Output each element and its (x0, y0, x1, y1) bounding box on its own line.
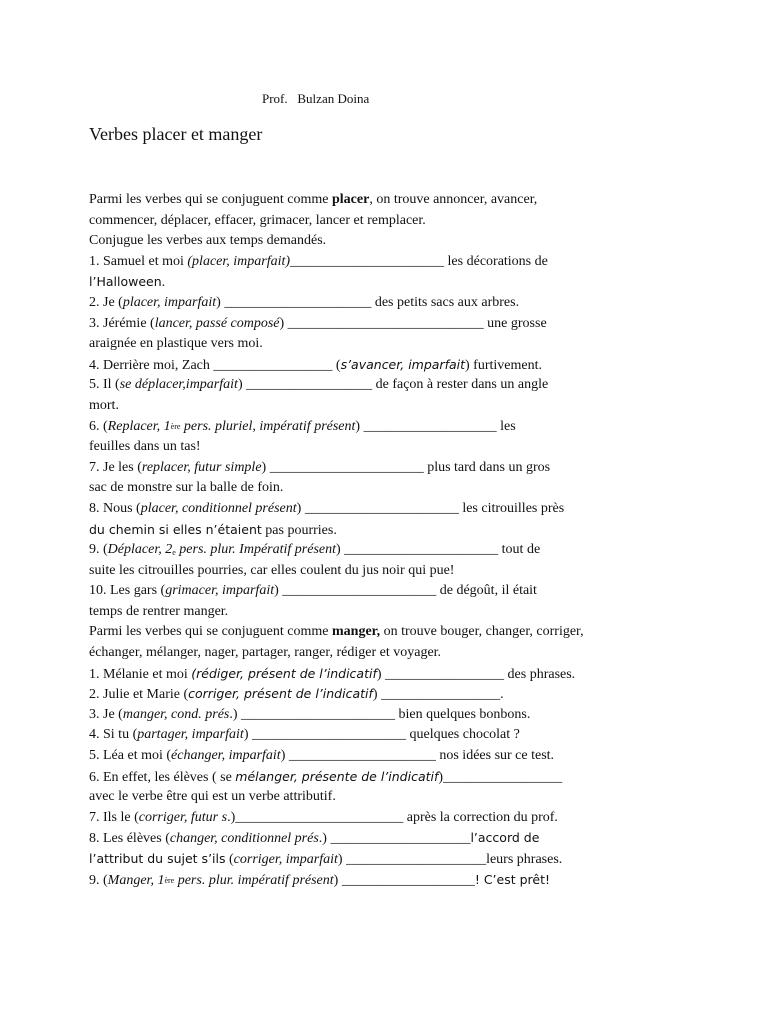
text-segment: ) ____________________leurs phrases. (337, 852, 563, 867)
text-segment: araignée en plastique vers moi. (89, 336, 263, 352)
text-line (89, 314, 689, 335)
text-segment: placer, conditionnel présent (140, 500, 297, 516)
text-segment: ______________________ les décorations de (290, 253, 548, 269)
text-segment: ( (225, 852, 234, 867)
text-segment: changer, conditionnel prés (169, 831, 319, 847)
text-line (89, 355, 689, 376)
text-line (89, 211, 689, 232)
text-segment: partager, imparfait (137, 727, 244, 743)
text-segment: pers. plur. impératif présent (174, 872, 334, 888)
text-segment: Parmi les verbes qui se conjuguent comme (89, 624, 332, 640)
text-segment: Replacer, 1 (107, 418, 171, 434)
text-segment: temps de rentrer manger. (89, 603, 229, 619)
text-segment: 5. Il ( (89, 377, 120, 393)
text-segment: mort. (89, 397, 119, 413)
text-segment: placer, imparfait (122, 294, 217, 310)
text-line (89, 252, 689, 273)
text-line (89, 705, 689, 726)
text-segment: ) __________________ de façon à rester dans un angle (237, 377, 549, 393)
text-segment: du chemin si elles n’étaient (89, 521, 262, 537)
text-segment: 3. Je ( (89, 706, 123, 722)
text-segment: ) ______________________ quelques chocolat ? (243, 727, 520, 743)
text-segment: échanger, mélanger, nager, partager, ranger, rédiger et voyager. (89, 645, 442, 661)
text-line (89, 870, 689, 891)
text-segment: . (161, 275, 166, 291)
text-segment: .)________________________ après la correction du prof. (227, 809, 558, 825)
text-segment: e (172, 548, 176, 558)
text-segment: corriger, futur s (138, 809, 228, 825)
text-line (89, 396, 689, 417)
text-segment: ) _________________. (372, 687, 504, 703)
text-segment: ) _____________________ des petits sacs aux arbres. (216, 294, 520, 310)
text-segment: replacer, futur simple (141, 459, 262, 475)
text-segment: , on trouve annoncer, avancer, (369, 192, 538, 207)
text-segment: ) ___________________ (333, 872, 475, 888)
text-segment: suite les citrouilles pourries, car elles coulent du jus noir qui pue! (89, 562, 455, 578)
text-line (89, 643, 689, 664)
text-line (89, 499, 689, 520)
text-segment: ) _____________________ nos idées sur ce test. (280, 748, 555, 764)
text-segment: placer (332, 192, 370, 207)
text-line (89, 581, 689, 602)
text-segment: s’avancer, imparfait (340, 356, 466, 372)
text-line (89, 725, 689, 746)
text-segment: on trouve bouger, changer, corriger, (380, 624, 584, 640)
text-segment: ) furtivement. (465, 357, 542, 373)
text-segment: avec le verbe être qui est un verbe attributif. (89, 789, 336, 805)
text-segment: 6. ( (89, 418, 108, 434)
text-line (89, 602, 689, 623)
text-segment: .) ____________________ (318, 831, 471, 847)
text-segment: sac de monstre sur la balle de foin. (89, 480, 284, 496)
text-segment: 10. Les gars ( (89, 583, 166, 599)
text-segment: ère (164, 875, 175, 885)
text-segment: lancer, passé composé (154, 315, 280, 331)
text-segment: ) ______________________ tout de (336, 542, 541, 558)
text-segment: 8. Nous ( (89, 500, 141, 516)
text-segment: ) ______________________ de dégoût, il était (274, 583, 537, 599)
text-line (89, 622, 689, 643)
text-segment: 3. Jérémie ( (89, 315, 155, 331)
text-segment: manger, (332, 624, 381, 640)
text-line (89, 767, 689, 788)
text-segment: pers. pluriel, impératif présent (180, 418, 356, 434)
text-line (89, 417, 689, 438)
text-segment: .) ______________________ bien quelques bonbons. (229, 706, 531, 722)
text-segment: 7. Je les ( (89, 459, 142, 475)
page-title: Verbes placer et manger (89, 124, 263, 144)
author-line: Prof. Bulzan Doina (262, 91, 370, 106)
text-line (89, 293, 689, 314)
text-line (89, 664, 689, 685)
text-segment: corriger, imparfait (233, 852, 338, 867)
text-line (89, 808, 689, 829)
text-segment: )_________________ (438, 769, 563, 785)
text-segment: ère (170, 421, 181, 431)
text-line (89, 787, 689, 808)
text-line (89, 684, 689, 705)
text-segment: feuilles dans un tas! (89, 439, 201, 455)
text-segment: 2. Je ( (89, 294, 123, 310)
text-segment: mélanger, présente de l’indicatif (235, 768, 439, 784)
text-line (89, 272, 689, 293)
text-segment: ) ______________________ plus tard dans un gros (261, 459, 551, 475)
text-line (89, 334, 689, 355)
text-line (89, 540, 689, 561)
text-segment: 5. Léa et moi ( (89, 748, 172, 764)
text-segment: ) ___________________ les (355, 418, 516, 434)
text-line (89, 458, 689, 479)
exercise-body (89, 190, 689, 890)
text-segment: 9. ( (89, 542, 108, 558)
text-segment: commencer, déplacer, effacer, grimacer, lancer et remplacer. (89, 212, 426, 228)
text-segment: ) ____________________________ une grosse (279, 315, 547, 331)
text-segment: manger, cond. prés (122, 706, 230, 722)
text-line (89, 190, 689, 211)
text-segment: ! C’est prêt! (474, 871, 551, 887)
text-line (89, 746, 689, 767)
text-segment: 1. Mélanie et moi (89, 666, 192, 682)
text-segment: (rédiger, présent de l’indicatif (191, 665, 377, 681)
text-segment: 8. Les élèves ( (89, 831, 170, 847)
text-segment: corriger, présent de l’indicatif (188, 686, 373, 702)
text-segment: l’Halloween (89, 274, 162, 290)
text-segment: Manger, 1 (107, 872, 165, 888)
text-segment: 9. ( (89, 872, 108, 888)
text-segment: Déplacer, 2 (107, 542, 173, 558)
text-segment: pers. plur. Impératif présent (175, 542, 336, 558)
text-line (89, 375, 689, 396)
text-segment: (placer, imparfait) (187, 253, 291, 269)
text-segment: l’attribut du sujet s’ils (89, 851, 226, 866)
text-segment: grimacer, imparfait (165, 583, 275, 599)
text-segment: se déplacer,imparfait (119, 377, 238, 393)
text-segment: 4. Si tu ( (89, 727, 138, 743)
text-line (89, 849, 689, 870)
text-segment: ) _________________ des phrases. (376, 666, 576, 682)
text-line (89, 437, 689, 458)
text-segment: 4. Derrière moi, Zach _________________ ( (89, 357, 341, 373)
text-segment: l’accord de (470, 830, 540, 846)
text-line (89, 828, 689, 849)
text-segment: Conjugue les verbes aux temps demandés. (89, 233, 327, 249)
text-segment: 6. En effet, les élèves ( se (89, 769, 236, 785)
text-segment: 7. Ils le ( (89, 809, 139, 825)
text-segment: ) ______________________ les citrouilles près (296, 500, 565, 516)
text-line (89, 520, 689, 541)
text-segment: pas pourries. (261, 522, 337, 538)
text-segment: 1. Samuel et moi (89, 253, 188, 269)
text-line (89, 231, 689, 252)
text-segment: Parmi les verbes qui se conjuguent comme (89, 192, 332, 207)
text-line (89, 478, 689, 499)
text-line (89, 561, 689, 582)
text-segment: 2. Julie et Marie ( (89, 687, 189, 703)
text-segment: échanger, imparfait (171, 748, 281, 764)
